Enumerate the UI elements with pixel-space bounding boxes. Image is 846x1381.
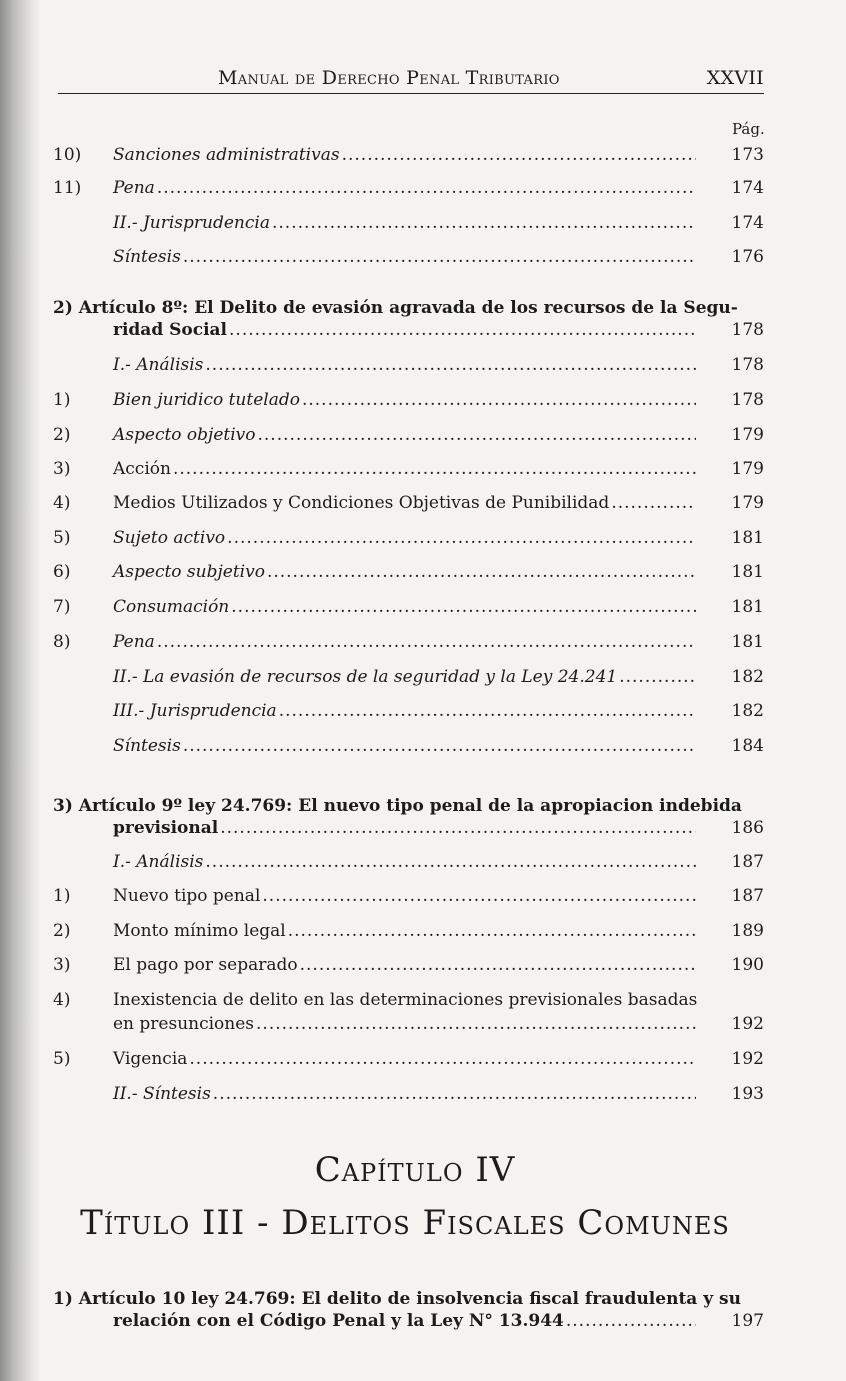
entry-title: Nuevo tipo penal (113, 886, 261, 906)
entry-page: 186 (731, 818, 764, 838)
entry-number: 3) (53, 955, 71, 975)
entry-page: 181 (731, 597, 764, 617)
entry-number: 8) (53, 632, 71, 652)
entry-title: Sanciones administrativas (113, 145, 340, 165)
entry-number: 5) (53, 1049, 71, 1069)
entry-title: El pago por separado (113, 955, 298, 975)
entry-page: 173 (731, 145, 764, 165)
entry-title-line-2: ridad Social (113, 320, 228, 340)
entry-title: Síntesis (113, 247, 181, 267)
page-number: XXVII (706, 67, 764, 89)
entry-title: Monto mínimo legal (113, 921, 286, 941)
entry-page: 179 (731, 459, 764, 479)
entry-page: 193 (731, 1084, 764, 1104)
entry-title: II.- Jurisprudencia (113, 213, 270, 233)
entry-page: 184 (731, 736, 764, 756)
entry-number: 5) (53, 528, 71, 548)
running-header (58, 67, 764, 94)
entry-page: 187 (731, 852, 764, 872)
entry-page: 192 (731, 1049, 764, 1069)
entry-title: Bien juridico tutelado (113, 390, 300, 410)
entry-title-line-2: relación con el Código Penal y la Ley N° 13.944 (113, 1311, 564, 1331)
entry-title-line-2: en presunciones (113, 1014, 255, 1034)
entry-number: 2) (53, 425, 71, 445)
entry-title: II.- La evasión de recursos de la seguridad y la Ley 24.241 (113, 667, 618, 687)
entry-page: 179 (731, 493, 764, 513)
entry-title: Pena (113, 178, 155, 198)
entry-number: 7) (53, 597, 71, 617)
entry-title: I.- Análisis (113, 852, 204, 872)
entry-title: Medios Utilizados y Condiciones Objetivas de Punibilidad (113, 493, 610, 513)
entry-page: 174 (731, 213, 764, 233)
entry-page: 192 (731, 1014, 764, 1034)
entry-title: Consumación (113, 597, 230, 617)
entry-title: Aspecto objetivo (113, 425, 256, 445)
entry-number: 1) (53, 886, 71, 906)
entry-title: Síntesis (113, 736, 181, 756)
entry-title: Vigencia (113, 1049, 188, 1069)
entry-page: 179 (731, 425, 764, 445)
entry-title-line-1: Inexistencia de delito en las determinaciones previsionales basadas (113, 990, 698, 1010)
chapter-heading: Capítulo IV (314, 1150, 516, 1190)
entry-title: Pena (113, 632, 155, 652)
entry-title-line-2: previsional (113, 818, 219, 838)
title-heading: Título III - Delitos Fiscales Comunes (80, 1203, 730, 1243)
entry-title: II.- Síntesis (113, 1084, 211, 1104)
entry-page: 197 (731, 1311, 764, 1331)
entry-number: 2) (53, 921, 71, 941)
entry-title-line-1: 3) Artículo 9º ley 24.769: El nuevo tipo penal de la apropiacion indebida (53, 796, 742, 816)
entry-number: 1) (53, 390, 71, 410)
entry-page: 181 (731, 528, 764, 548)
entry-number: 4) (53, 493, 71, 513)
entry-page: 190 (731, 955, 764, 975)
book-title: Manual de Derecho Penal Tributario (218, 67, 560, 89)
entry-page: 174 (731, 178, 764, 198)
entry-page: 182 (731, 667, 764, 687)
entry-number: 10) (53, 145, 82, 165)
entry-title: Acción (113, 459, 171, 479)
entry-page: 178 (731, 320, 764, 340)
entry-number: 11) (53, 178, 82, 198)
entry-page: 181 (731, 632, 764, 652)
page-column-label: Pág. (732, 120, 765, 138)
entry-title: I.- Análisis (113, 355, 204, 375)
entry-page: 187 (731, 886, 764, 906)
entry-page: 181 (731, 562, 764, 582)
entry-title-line-1: 2) Artículo 8º: El Delito de evasión agravada de los recursos de la Segu- (53, 298, 738, 318)
entry-page: 189 (731, 921, 764, 941)
entry-page: 176 (731, 247, 764, 267)
entry-number: 4) (53, 990, 71, 1010)
entry-title: Sujeto activo (113, 528, 226, 548)
entry-title: III.- Jurisprudencia (113, 701, 277, 721)
entry-title: Aspecto subjetivo (113, 562, 265, 582)
entry-page: 178 (731, 390, 764, 410)
entry-number: 6) (53, 562, 71, 582)
entry-page: 178 (731, 355, 764, 375)
entry-title-line-1: 1) Artículo 10 ley 24.769: El delito de insolvencia fiscal fraudulenta y su (53, 1289, 741, 1309)
entry-number: 3) (53, 459, 71, 479)
entry-page: 182 (731, 701, 764, 721)
